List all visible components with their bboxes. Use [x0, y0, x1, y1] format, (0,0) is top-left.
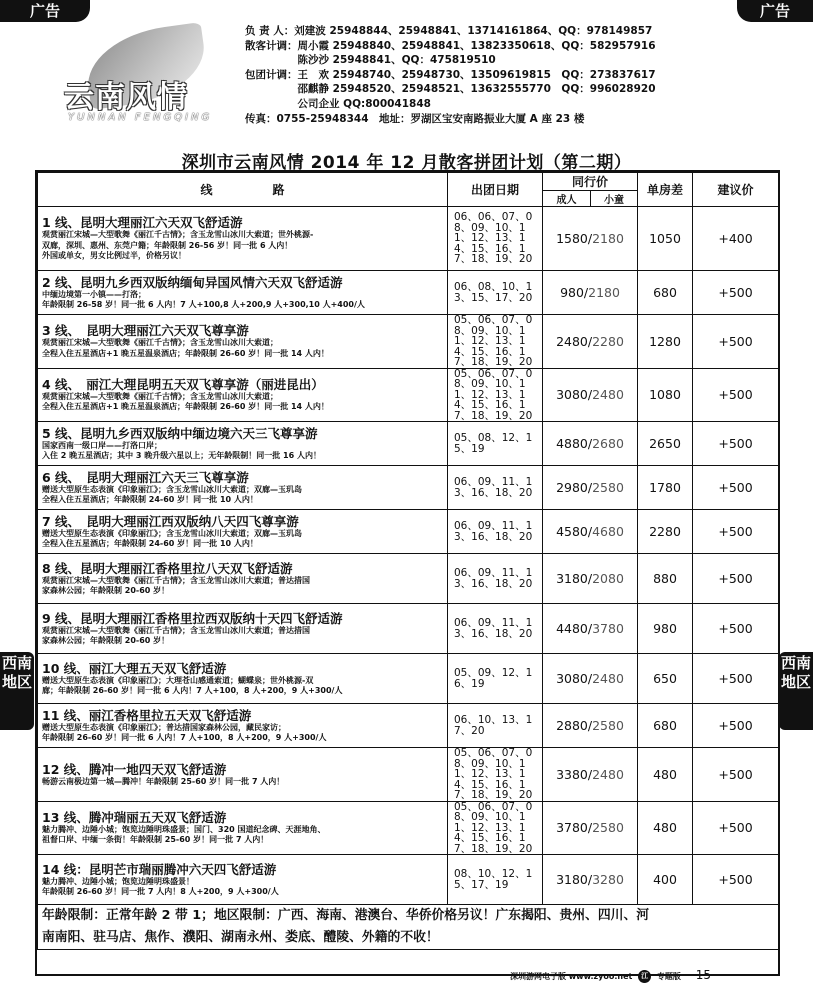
route-row	[38, 271, 779, 315]
adult-price: 980	[560, 285, 584, 300]
route-title: 1 线、昆明大理丽江六天双飞舒适游	[42, 215, 243, 231]
child-price: 2580	[592, 820, 624, 836]
adult-price: 4880	[556, 436, 588, 451]
route-row	[38, 654, 779, 704]
route-dates: 05、06、07、08、09、10、11、12、13、14、15、16、17、18、19、20	[448, 748, 543, 802]
child-price: 2680	[592, 436, 624, 451]
route-desc: 年龄限制 26-60 岁！同一批 6 人内！7 人+100，8 人+200，9 人+300/人	[42, 733, 327, 742]
single-supplement: 1050	[638, 207, 693, 271]
route-row	[38, 368, 779, 422]
route-price: 4480/3780	[543, 604, 638, 654]
route-cell	[38, 654, 448, 704]
adult-price: 3180	[556, 872, 588, 887]
route-price: 1580/2180	[543, 207, 638, 271]
route-desc: 廊；年龄限制 26-60 岁！同一批 6 人内！7 人+100，8 人+200，9 人+300/人	[42, 686, 343, 695]
suggested-price: +500	[693, 315, 779, 369]
route-dates: 06、09、11、13、16、18、20	[448, 510, 543, 554]
route-desc: 观赏丽江宋城—大型歌舞《丽江千古情》；含玉龙雪山冰川大索道；普达措国	[42, 575, 310, 585]
route-desc: 魅力腾冲、边陲小城；饱览边陲明珠盛景！	[42, 876, 194, 886]
route-desc: 家森林公园；年龄限制 20-60 岁！	[42, 636, 170, 645]
route-dates: 06、10、13、17、20	[448, 704, 543, 748]
route-price: 2480/2280	[543, 315, 638, 369]
route-dates: 06、06、07、08、09、10、11、12、13、14、15、16、17、18、19、20	[448, 207, 543, 271]
adult-price: 4580	[556, 524, 588, 539]
route-row	[38, 748, 779, 802]
footer-notes	[38, 905, 779, 950]
single-supplement: 980	[638, 604, 693, 654]
route-cell	[38, 855, 448, 905]
route-desc: 外国或单女，男女比例过半，价格另议！	[42, 251, 186, 261]
route-desc: 观赏丽江宋城—大型歌舞《丽江千古情》；含玉龙雪山冰川大索道；	[42, 391, 278, 401]
header-peer-price: 同行价	[543, 173, 638, 191]
child-price: 2480	[592, 671, 624, 686]
suggested-price: +500	[693, 271, 779, 315]
child-price: 3280	[592, 872, 624, 887]
route-price: 3180/3280	[543, 855, 638, 905]
child-price: 2080	[592, 571, 624, 586]
adult-price: 3080	[556, 387, 588, 403]
route-dates: 05、06、07、08、09、10、11、12、13、14、15、16、17、18、19、20	[448, 801, 543, 855]
route-desc: 中缅边境第一小镇——打洛；	[42, 289, 146, 299]
route-desc: 国家西南一级口岸——打洛口岸；	[42, 440, 162, 450]
route-dates: 05、06、07、08、09、10、11、12、13、14、15、16、17、18、19、20	[448, 368, 543, 422]
suggested-price: +500	[693, 654, 779, 704]
contact-line: 包团计调：王 欢 25948740、25948730、13509619815 QQ：273837617	[245, 68, 656, 81]
route-price: 3380/2480	[543, 748, 638, 802]
page-title: 深圳市云南风情 2014 年 12 月散客拼团计划（第二期）	[181, 153, 632, 173]
suggested-price: +400	[693, 207, 779, 271]
adult-price: 3780	[556, 820, 588, 836]
adult-price: 3380	[556, 766, 588, 782]
route-desc: 全程入住五星酒店+1 晚五星温泉酒店；年龄限制 26-60 岁！同一批 14 人内！	[42, 348, 329, 358]
header-route: 线 路	[38, 173, 448, 207]
child-price: 2580	[592, 480, 624, 495]
route-title: 14 线：昆明芒市瑞丽腾冲六天四飞舒适游	[42, 861, 277, 877]
route-row	[38, 466, 779, 510]
route-row	[38, 704, 779, 748]
route-dates: 06、08、10、13、15、17、20	[448, 271, 543, 315]
contact-line: 传真：0755-25948344 地址：罗湖区宝安南路振业大厦 A 座 23 楼	[245, 112, 585, 125]
suggested-price: +500	[693, 855, 779, 905]
single-supplement: 1080	[638, 368, 693, 422]
route-dates: 06、09、11、13、16、18、20	[448, 554, 543, 604]
route-desc: 赠送大型原生态表演《印象丽江》；普达措国家森林公园，藏民家访；	[42, 722, 286, 732]
adult-price: 3180	[556, 571, 588, 586]
route-desc: 双廊，深圳、惠州、东莞户籍；年龄限制 26-56 岁！同一批 6 人内！	[42, 240, 293, 250]
route-desc: 赠送大型原生态表演《印象丽江》；大理苍山感通索道；蝴蝶泉；世外桃源-双	[42, 675, 314, 685]
single-supplement: 1280	[638, 315, 693, 369]
route-title: 4 线、 丽江大理昆明五天双飞尊享游（丽进昆出）	[42, 376, 324, 392]
route-price: 4880/2680	[543, 422, 638, 466]
route-row	[38, 554, 779, 604]
contact-line: 负 责 人：刘建波 25948844、25948841、13714161864、QQ：978149857	[245, 25, 653, 37]
route-title: 12 线、腾冲一地四天双飞舒适游	[42, 761, 227, 777]
route-desc: 魅力腾冲、边陲小城；饱览边陲明珠盛景；国门、320 国道纪念碑、天涯地角、	[42, 824, 326, 834]
route-desc: 畅游云南极边第一城—腾冲！年龄限制 25-60 岁！同一批 7 人内！	[42, 776, 285, 786]
route-dates: 05、06、07、08、09、10、11、12、13、14、15、16、17、18、19、20	[448, 315, 543, 369]
suggested-price: +500	[693, 554, 779, 604]
route-desc: 全程入住五星酒店+1 晚五星温泉酒店；年龄限制 26-60 岁！同一批 14 人内！	[42, 402, 329, 412]
suggested-price: +500	[693, 801, 779, 855]
route-title: 5 线、昆明九乡西双版纳中缅边境六天三飞尊享游	[42, 425, 318, 441]
child-price: 2480	[592, 766, 624, 782]
route-row	[38, 604, 779, 654]
route-desc: 赠送大型原生态表演《印象丽江》；含玉龙雪山冰川大索道；双廊—玉玑岛	[42, 484, 302, 494]
route-row	[38, 801, 779, 855]
route-cell	[38, 604, 448, 654]
child-price: 3780	[592, 621, 624, 636]
footer-line: 南南阳、驻马店、焦作、濮阳、湖南永州、娄底、醴陵、外籍的不收！	[42, 930, 439, 945]
adult-price: 2880	[556, 718, 588, 733]
route-desc: 年龄限制 26-58 岁！同一批 6 人内！7 人+100,8 人+200,9 人+300,10 人+400/人	[42, 300, 365, 309]
single-supplement: 480	[638, 748, 693, 802]
suggested-price: +500	[693, 510, 779, 554]
route-cell	[38, 368, 448, 422]
child-price: 2280	[592, 333, 624, 349]
route-cell	[38, 510, 448, 554]
adult-price: 1580	[556, 231, 588, 246]
route-row	[38, 207, 779, 271]
route-desc: 全程入住五星酒店；年龄限制 24-60 岁！同一批 10 人内！	[42, 495, 258, 504]
route-title: 6 线、 昆明大理丽江六天三飞尊享游	[42, 469, 249, 485]
suggested-price: +500	[693, 704, 779, 748]
header-single: 单房差	[638, 173, 693, 207]
route-dates: 06、09、11、13、16、18、20	[448, 604, 543, 654]
region-tab-left: 西南地区	[0, 652, 34, 730]
company-logo	[58, 30, 233, 125]
route-row	[38, 855, 779, 905]
site-label: 深圳游网电子版 www.zyoo.net	[510, 972, 633, 981]
header-adult: 成人	[543, 191, 591, 207]
single-supplement: 680	[638, 704, 693, 748]
route-title: 8 线、昆明大理丽江香格里拉八天双飞舒适游	[42, 560, 293, 576]
header-date: 出团日期	[448, 173, 543, 207]
route-cell	[38, 271, 448, 315]
route-price: 2980/2580	[543, 466, 638, 510]
ad-tag-left: 广告	[0, 0, 90, 22]
adult-price: 2980	[556, 480, 588, 495]
route-cell	[38, 704, 448, 748]
route-price: 980/2180	[543, 271, 638, 315]
route-price: 3080/2480	[543, 654, 638, 704]
logo-circle-icon: 江	[638, 970, 651, 983]
contact-block	[245, 24, 805, 126]
route-dates: 05、08、12、15、19	[448, 422, 543, 466]
child-price: 2480	[592, 387, 624, 403]
route-cell	[38, 422, 448, 466]
single-supplement: 400	[638, 855, 693, 905]
child-price: 2180	[588, 285, 620, 300]
contact-line: 陈沙沙 25948841、QQ：475819510	[245, 54, 496, 67]
route-price: 2880/2580	[543, 704, 638, 748]
contact-line: 公司企业 QQ:800041848	[245, 97, 431, 110]
route-title: 11 线、丽江香格里拉五天双飞舒适游	[42, 707, 252, 723]
route-row	[38, 315, 779, 369]
header-child: 小童	[591, 191, 638, 207]
single-supplement: 2650	[638, 422, 693, 466]
route-desc: 祖督口岸、中缅一条街！年龄限制 25-60 岁！同一批 7 人内！	[42, 835, 269, 845]
adult-price: 2480	[556, 333, 588, 349]
header-suggest: 建议价	[693, 173, 779, 207]
route-desc: 观赏丽江宋城—大型歌舞《丽江千古情》；含玉龙雪山冰川大索道；普达措国	[42, 625, 310, 635]
ad-tag-right: 广告	[737, 0, 813, 22]
route-desc: 年龄限制 26-60 岁！同一批 7 人内！8 人+200，9 人+300/人	[42, 887, 279, 896]
route-row	[38, 422, 779, 466]
suggested-price: +500	[693, 748, 779, 802]
logo-name: 云南风情	[64, 80, 188, 115]
route-dates: 08、10、12、15、17、19	[448, 855, 543, 905]
adult-price: 4480	[556, 621, 588, 636]
route-price: 4580/4680	[543, 510, 638, 554]
single-supplement: 480	[638, 801, 693, 855]
route-price: 3780/2580	[543, 801, 638, 855]
page-footer	[510, 968, 711, 983]
child-price: 2180	[592, 231, 624, 246]
route-desc: 入住 2 晚五星酒店；其中 3 晚升级六星以上；无年龄限制！同一批 16 人内！	[42, 451, 321, 460]
route-desc: 家森林公园；年龄限制 20-60 岁！	[42, 586, 170, 595]
section-label: 专题版	[656, 972, 681, 981]
footer-line: 年龄限制：正常年龄 2 带 1；地区限制：广西、海南、港澳台、华侨价格另议！广东揭阳、贵州、四川、河	[42, 908, 650, 923]
route-dates: 05、09、12、16、19	[448, 654, 543, 704]
route-desc: 观赏丽江宋城—大型歌舞《丽江千古情》；含玉龙雪山冰川大索道；世外桃源-	[42, 230, 314, 240]
route-title: 3 线、 昆明大理丽江六天双飞尊享游	[42, 323, 249, 339]
route-desc: 全程入住五星酒店；年龄限制 24-60 岁！同一批 10 人内！	[42, 539, 258, 548]
route-title: 10 线、丽江大理五天双飞舒适游	[42, 660, 227, 676]
child-price: 4680	[592, 524, 624, 539]
route-title: 13 线、腾冲瑞丽五天双飞舒适游	[42, 809, 227, 825]
route-cell	[38, 554, 448, 604]
route-title: 9 线、昆明大理丽江香格里拉西双版纳十天四飞舒适游	[42, 610, 343, 626]
child-price: 2580	[592, 718, 624, 733]
route-row	[38, 510, 779, 554]
route-desc: 观赏丽江宋城—大型歌舞《丽江千古情》；含玉龙雪山冰川大索道；	[42, 338, 278, 348]
single-supplement: 1780	[638, 466, 693, 510]
contact-line: 邵麒静 25948520、25948521、13632555770 QQ：996028920	[245, 83, 656, 96]
single-supplement: 680	[638, 271, 693, 315]
adult-price: 3080	[556, 671, 588, 686]
region-tab-right: 西南地区	[779, 652, 813, 730]
tour-table	[35, 170, 780, 976]
route-cell	[38, 207, 448, 271]
contact-line: 散客计调：周小霞 25948840、25948841、13823350618、QQ：582957916	[245, 39, 656, 52]
suggested-price: +500	[693, 422, 779, 466]
route-cell	[38, 315, 448, 369]
route-title: 2 线、昆明九乡西双版纳缅甸异国风情六天双飞舒适游	[42, 274, 343, 290]
single-supplement: 650	[638, 654, 693, 704]
route-price: 3180/2080	[543, 554, 638, 604]
route-title: 7 线、 昆明大理丽江西双版纳八天四飞尊享游	[42, 513, 299, 529]
single-supplement: 880	[638, 554, 693, 604]
suggested-price: +500	[693, 604, 779, 654]
suggested-price: +500	[693, 466, 779, 510]
route-cell	[38, 748, 448, 802]
route-cell	[38, 801, 448, 855]
route-dates: 06、09、11、13、16、18、20	[448, 466, 543, 510]
route-price: 3080/2480	[543, 368, 638, 422]
page-number: 15	[695, 968, 712, 982]
logo-english: YUNNAN FENGQING	[68, 112, 213, 123]
single-supplement: 2280	[638, 510, 693, 554]
suggested-price: +500	[693, 368, 779, 422]
route-desc: 赠送大型原生态表演《印象丽江》；含玉龙雪山冰川大索道；双廊—玉玑岛	[42, 528, 302, 538]
route-cell	[38, 466, 448, 510]
